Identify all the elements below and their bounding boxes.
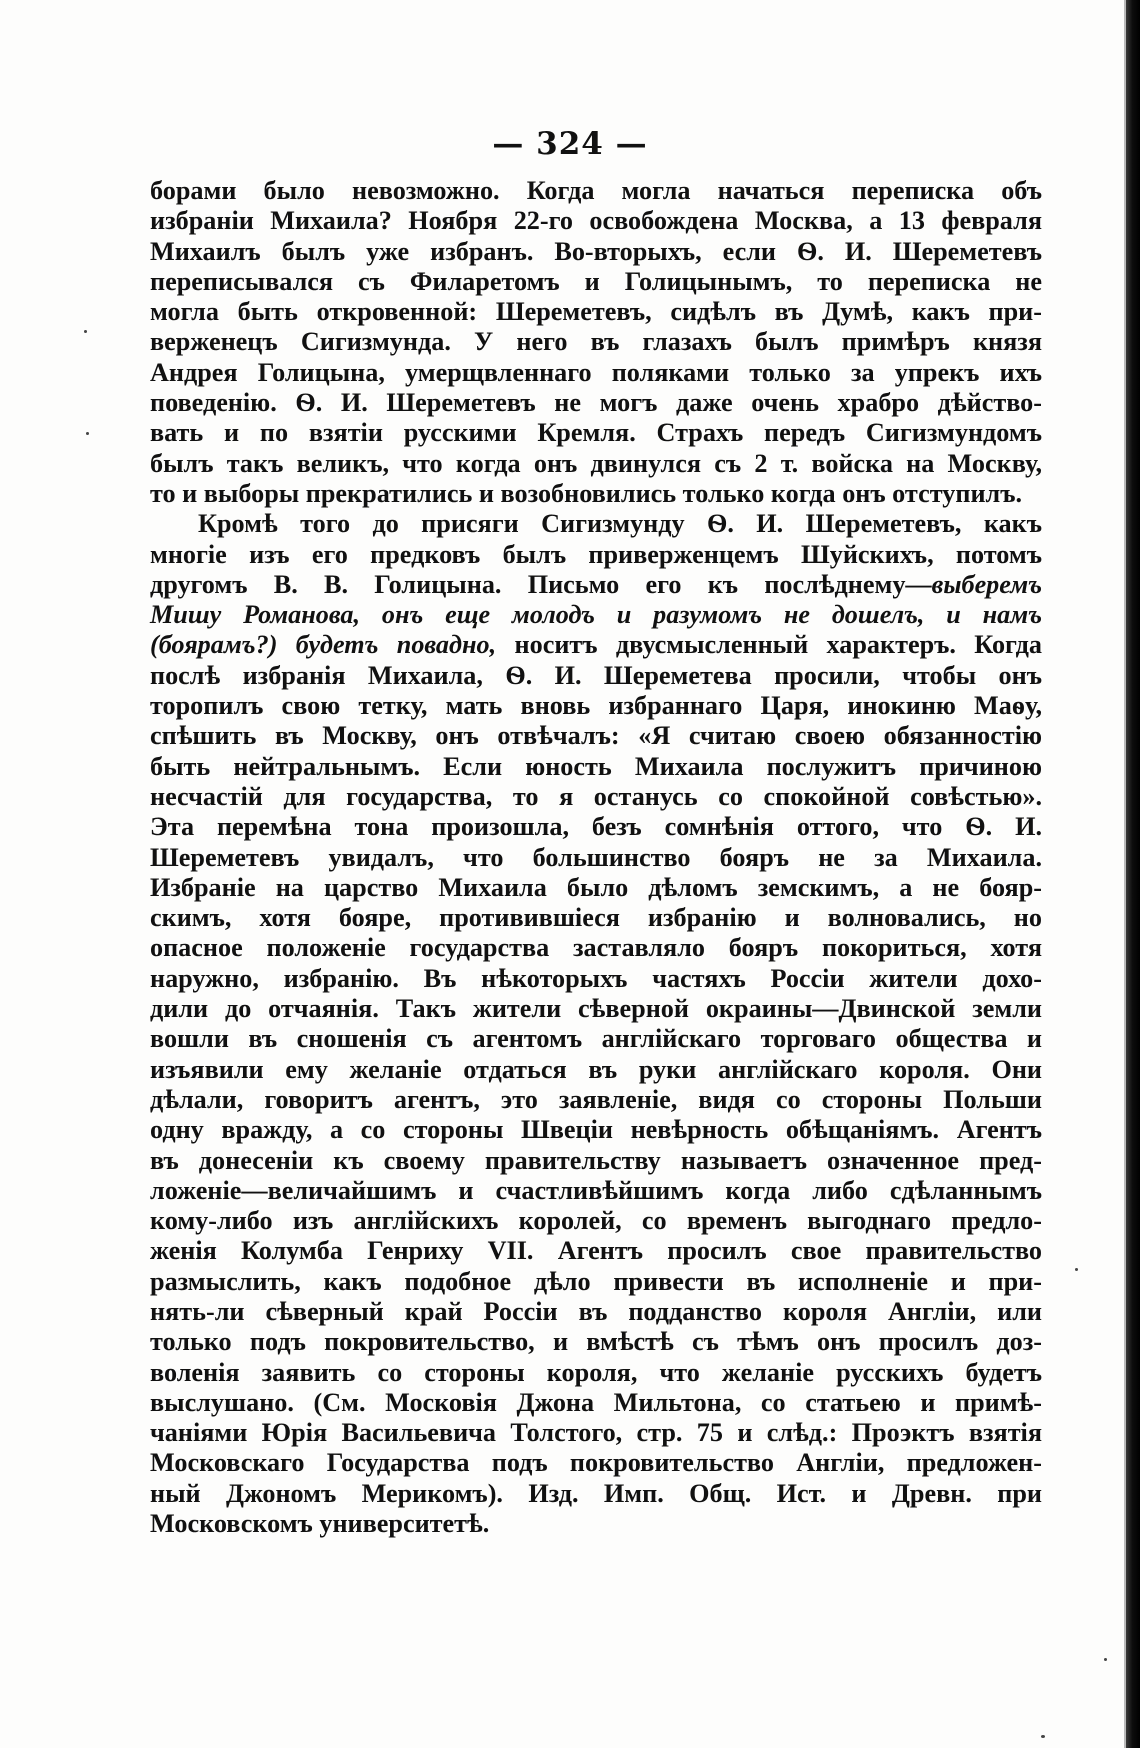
text-segment: носитъ двусмысленный характеръ. Когда	[496, 630, 1042, 660]
scan-speck	[86, 432, 89, 435]
scan-speck	[84, 330, 87, 333]
text-line: Шереметевъ увидалъ, что большинство бояръ не за Михаила.	[150, 842, 1042, 872]
text-line: могла быть откровенной: Шереметевъ, сидѣлъ въ Думѣ, какъ при-	[150, 297, 1042, 327]
text-line: дѣлали, говоритъ агентъ, это заявленіе, видя со стороны Польши	[150, 1084, 1042, 1114]
text-line: кому-либо изъ англійскихъ королей, со временъ выгоднаго предло-	[150, 1206, 1042, 1236]
text-line: только подъ покровительство, и вмѣстѣ съ тѣмъ онъ просилъ доз-	[150, 1327, 1042, 1357]
text-line: торопилъ свою тетку, мать вновь избраннаго Царя, инокиню Маѳу,	[150, 691, 1042, 721]
text-line: вошли въ сношенія съ агентомъ англійскаго торговаго общества и	[150, 1024, 1042, 1054]
text-line: былъ такъ великъ, что когда онъ двинулся съ 2 т. войска на Москву,	[150, 448, 1042, 478]
text-line: чаніями Юрія Васильевича Толстого, стр. 75 и слѣд.: Проэктъ взятія	[150, 1418, 1042, 1448]
paragraph-start-line: Кромѣ того до присяги Сигизмунду Ѳ. И. Шереметевъ, какъ	[198, 509, 1042, 539]
scan-speck	[1041, 1735, 1045, 1738]
page-number: — 324 —	[492, 126, 648, 162]
text-line: вать и по взятіи русскими Кремля. Страхъ передъ Сигизмундомъ	[150, 418, 1042, 448]
text-line: Андрея Голицына, умерщвленнаго поляками только за упрекъ ихъ	[150, 357, 1042, 387]
text-line: изъявили ему желаніе отдаться въ руки англійскаго короля. Они	[150, 1054, 1042, 1084]
text-line: многіе изъ его предковъ былъ приверженцемъ Шуйскихъ, потомъ	[150, 539, 1042, 569]
text-line: воленія заявить со стороны короля, что желаніе русскихъ будетъ	[150, 1357, 1042, 1387]
text-line: верженецъ Сигизмунда. У него въ глазахъ былъ примѣръ князя	[150, 327, 1042, 357]
text-line: Избраніе на царство Михаила было дѣломъ земскимъ, а не бояр-	[150, 872, 1042, 902]
text-line: переписывался съ Филаретомъ и Голицынымъ, то переписка не	[150, 266, 1042, 296]
italic-quote-line: Мишу Романова, онъ еще молодъ и разумомъ не дошелъ, и намъ	[150, 600, 1042, 630]
text-line: то и выборы прекратились и возобновились только когда онъ отступилъ.	[150, 478, 1023, 508]
text-line	[150, 630, 1042, 660]
page-edge-border	[1126, 0, 1140, 1748]
text-line: одну вражду, а со стороны Швеціи невѣрность обѣщаніямъ. Агентъ	[150, 1115, 1042, 1145]
text-line: послѣ избранія Михаила, Ѳ. И. Шереметева просили, чтобы онъ	[150, 660, 1042, 690]
text-line: несчастій для государства, то я останусь со спокойной совѣстью».	[150, 781, 1042, 811]
text-line: выслушано. (См. Московія Джона Мильтона, со статьею и примѣ-	[150, 1387, 1042, 1417]
text-line: женія Колумба Генриху VII. Агентъ просилъ свое правительство	[150, 1236, 1042, 1266]
text-line: наружно, избранію. Въ нѣкоторыхъ частяхъ Россіи жители дохо-	[150, 963, 1042, 993]
text-line: дили до отчаянія. Такъ жители сѣверной окраины—Двинской земли	[150, 994, 1042, 1024]
text-line: нять-ли сѣверный край Россіи въ подданство короля Англіи, или	[150, 1296, 1042, 1326]
body-text	[150, 176, 1042, 1539]
scan-speck	[1075, 1268, 1078, 1271]
text-line: Эта перемѣна тона произошла, безъ сомнѣнія оттого, что Ѳ. И.	[150, 812, 1042, 842]
text-line: Михаилъ былъ уже избранъ. Во-вторыхъ, если Ѳ. И. Шереметевъ	[150, 236, 1042, 266]
text-line: поведенію. Ѳ. И. Шереметевъ не могъ даже очень храбро дѣйство-	[150, 388, 1042, 418]
text-line: размыслить, какъ подобное дѣло привести въ исполненіе и при-	[150, 1266, 1042, 1296]
text-line: спѣшить въ Москву, онъ отвѣчалъ: «Я считаю своею обязанностію	[150, 721, 1042, 751]
scan-speck	[1104, 1658, 1107, 1661]
text-line: ложеніе—величайшимъ и счастливѣйшимъ когда либо сдѣланнымъ	[150, 1175, 1042, 1205]
text-line: избраніи Михаила? Ноября 22-го освобождена Москва, а 13 февраля	[150, 206, 1042, 236]
text-segment: другомъ В. В. Голицына. Письмо его къ послѣднему—	[150, 569, 932, 599]
text-line: Московскомъ университетѣ.	[150, 1509, 490, 1539]
text-line: быть нейтральнымъ. Если юность Михаила послужитъ причиною	[150, 751, 1042, 781]
italic-quote: выберемъ	[931, 569, 1042, 599]
text-line: ный Джономъ Мерикомъ). Изд. Имп. Общ. Ист. и Древн. при	[150, 1478, 1042, 1508]
text-line: въ донесеніи къ своему правительству называетъ означенное пред-	[150, 1145, 1042, 1175]
text-line: скимъ, хотя бояре, противившіеся избранію и волновались, но	[150, 903, 1042, 933]
text-line: Московскаго Государства подъ покровительство Англіи, предложен-	[150, 1448, 1042, 1478]
text-line	[150, 570, 1042, 600]
text-line: опасное положеніе государства заставляло бояръ покориться, хотя	[150, 933, 1042, 963]
italic-quote: (боярамъ?) будетъ повадно,	[150, 630, 497, 660]
text-line: борами было невозможно. Когда могла начаться переписка объ	[150, 176, 1042, 205]
